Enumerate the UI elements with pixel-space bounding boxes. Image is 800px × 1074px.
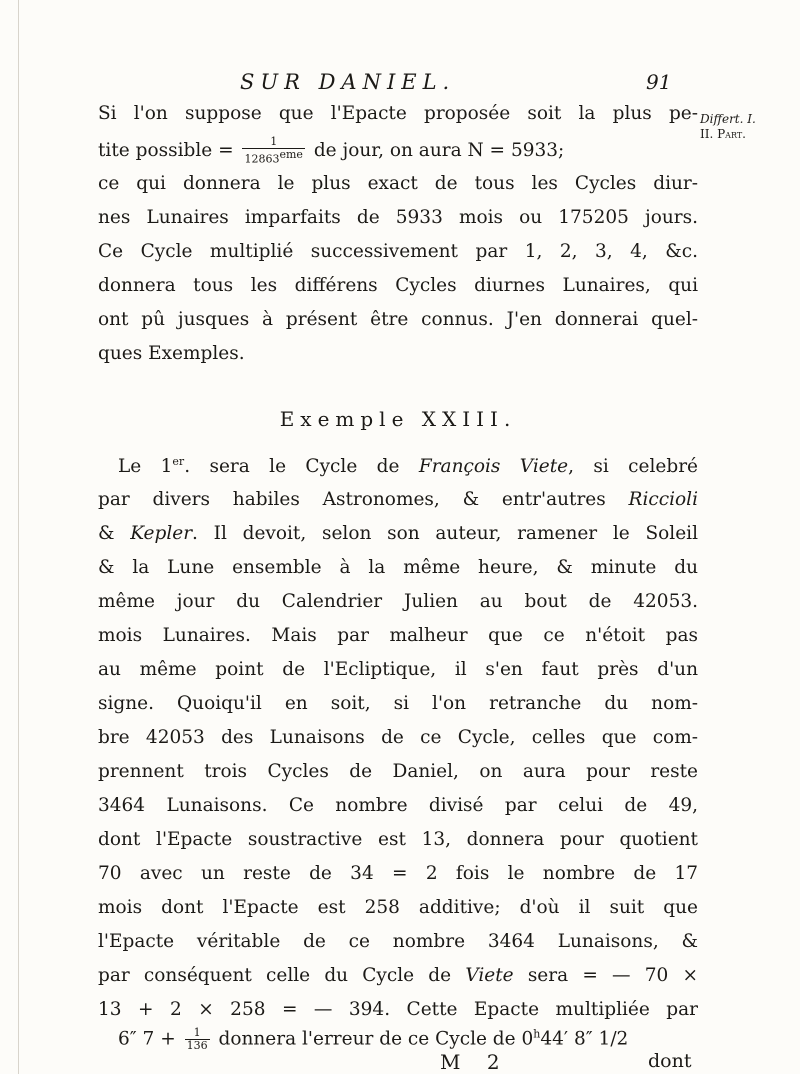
- fraction-denominator: [242, 149, 304, 166]
- fraction-numerator: 1: [242, 136, 304, 149]
- text-line: 70 avec un reste de 34 = 2 fois le nombre de 17: [98, 863, 698, 884]
- text-line: ce qui donnera le plus exact de tous les Cycles diur-: [98, 173, 698, 194]
- text-line: [98, 523, 698, 544]
- text-line: bre 42053 des Lunaisons de ce Cycle, celles que com-: [98, 727, 698, 748]
- hour-superscript: h: [533, 1027, 541, 1041]
- text-span: . Il devoit, selon son auteur, ramener le Soleil: [192, 523, 698, 544]
- text-span: de jour, on aura N = 5933;: [313, 139, 565, 161]
- page-number: 91: [646, 70, 672, 94]
- text-line: Si l'on suppose que l'Epacte proposée soit la plus pe-: [98, 103, 698, 124]
- signature-mark: M 2: [440, 1050, 510, 1074]
- person-name: Kepler: [130, 523, 193, 544]
- example-heading: Exemple XXIII.: [279, 407, 517, 431]
- text-line: même jour du Calendrier Julien au bout de 42053.: [98, 591, 698, 612]
- ordinal-suffix: eme: [279, 148, 303, 161]
- text-span: . sera le Cycle de: [184, 456, 400, 478]
- margin-note-line-1: Differt. I.: [700, 112, 756, 126]
- text-line: dont l'Epacte soustractive est 13, donnera pour quotient: [98, 829, 698, 850]
- text-line: ques Exemples.: [98, 343, 245, 364]
- text-span: &: [98, 523, 115, 544]
- margin-note: [700, 112, 756, 142]
- fraction: [185, 1027, 210, 1052]
- fraction-numerator: 1: [185, 1027, 210, 1040]
- fraction-denominator-value: 12863: [244, 152, 280, 166]
- person-name: François Viete: [418, 456, 569, 478]
- text-span: , si celebré: [568, 456, 698, 478]
- text-line: donnera tous les différens Cycles diurnes Lunaires, qui: [98, 275, 698, 296]
- text-line: & la Lune ensemble à la même heure, & minute du: [98, 557, 698, 578]
- person-name: Riccioli: [628, 489, 698, 510]
- text-line: [98, 489, 698, 510]
- text-line: [98, 965, 698, 986]
- text-line: [118, 455, 698, 477]
- text-span: 44′ 8″ 1/2: [540, 1028, 629, 1050]
- text-line: Ce Cycle multiplié successivement par 1, 2, 3, 4, &c.: [98, 241, 698, 262]
- text-span: 6″ 7 +: [118, 1028, 176, 1050]
- text-line: mois Lunaires. Mais par malheur que ce n'étoit pas: [98, 625, 698, 646]
- catchword: dont: [648, 1050, 692, 1072]
- text-line-with-fraction: [98, 136, 698, 166]
- text-line: 13 + 2 × 258 = — 394. Cette Epacte multipliée par: [98, 999, 698, 1020]
- person-name: Viete: [465, 965, 514, 986]
- margin-note-line-2: II. Part.: [700, 127, 746, 141]
- text-span: Le 1: [118, 456, 173, 478]
- fraction-denominator: 136: [186, 1039, 208, 1052]
- text-line-with-fraction: [118, 1027, 718, 1052]
- text-line: ont pû jusques à présent être connus. J'en donnerai quel-: [98, 309, 698, 330]
- text-span: sera = — 70 ×: [527, 965, 698, 986]
- text-line: nes Lunaires imparfaits de 5933 mois ou 175205 jours.: [98, 207, 698, 228]
- text-line: l'Epacte véritable de ce nombre 3464 Lunaisons, &: [98, 931, 698, 952]
- text-span: donnera l'erreur de ce Cycle de 0: [218, 1028, 534, 1050]
- text-span: tite possible =: [98, 139, 234, 161]
- text-line: 3464 Lunaisons. Ce nombre divisé par celui de 49,: [98, 795, 698, 816]
- ordinal-suffix: er: [172, 455, 185, 468]
- text-line: mois dont l'Epacte est 258 additive; d'où il suit que: [98, 897, 698, 918]
- text-line: signe. Quoiqu'il en soit, si l'on retranche du nom-: [98, 693, 698, 714]
- text-line: prennent trois Cycles de Daniel, on aura pour reste: [98, 761, 698, 782]
- text-span: par divers habiles Astronomes, & entr'autres: [98, 489, 606, 510]
- fraction: [242, 136, 304, 166]
- running-head: SUR DANIEL.: [240, 70, 456, 94]
- text-line: au même point de l'Ecliptique, il s'en faut près d'un: [98, 659, 698, 680]
- page-edge-line: [18, 0, 19, 1074]
- text-span: par conséquent celle du Cycle de: [98, 965, 452, 986]
